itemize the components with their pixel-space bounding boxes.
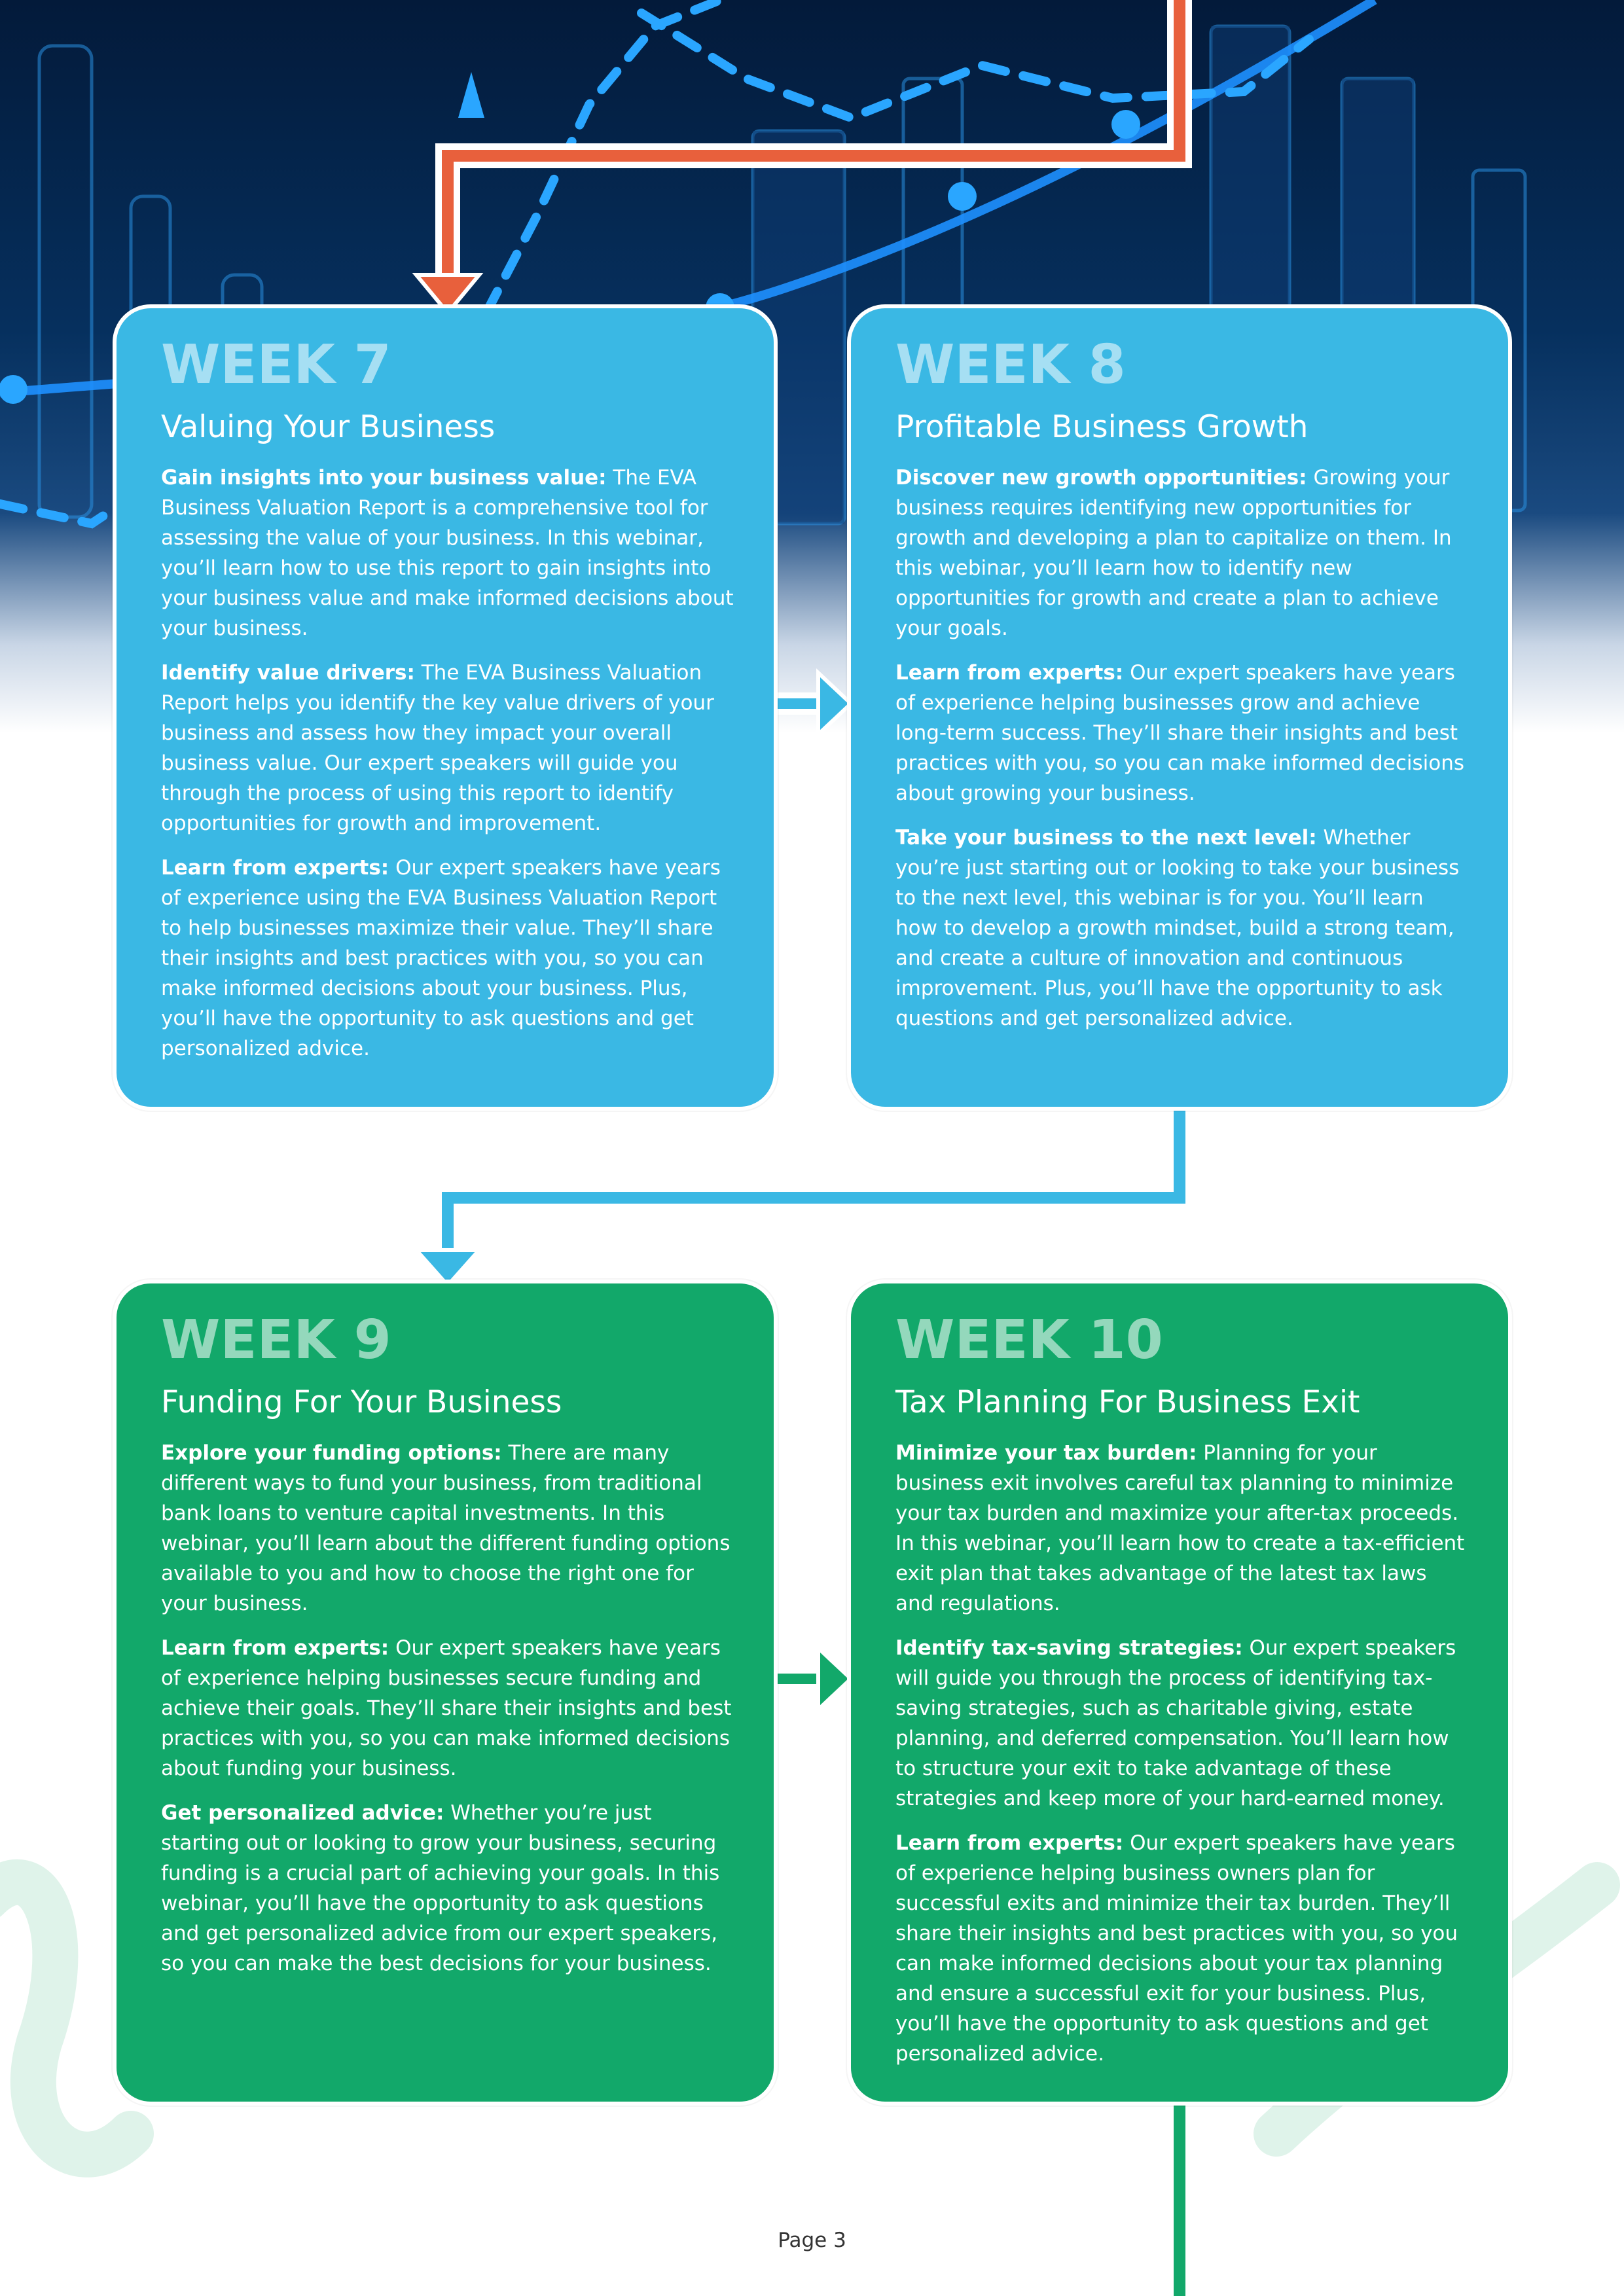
paragraph-text: There are many different ways to fund your business, from traditional bank loans to venture capital investments. In this webinar, you’ll learn about the different funding options available to you and how to choose the right one for your business. xyxy=(161,1441,731,1615)
paragraph-text: Planning for your business exit involves careful tax planning to minimize your tax burden and maximize your after-tax proceeds. In this webinar, you’ll learn how to create a tax-efficient exit plan that takes advantage of the latest tax laws and regulations. xyxy=(895,1441,1465,1615)
card-paragraph xyxy=(161,1633,734,1784)
week-number: WEEK 8 xyxy=(895,334,1126,396)
card-paragraph xyxy=(895,463,1469,643)
paragraph-lead: Explore your funding options: xyxy=(161,1441,502,1465)
paragraph-lead: Identify tax-saving strategies: xyxy=(895,1636,1243,1660)
week-10-card xyxy=(847,1280,1512,2106)
card-title: Profitable Business Growth xyxy=(895,409,1308,445)
week-number: WEEK 7 xyxy=(161,334,391,396)
paragraph-text: Our expert speakers have years of experience helping businesses secure funding and achieve their goals. They’ll share their insights and best practices with you, so you can make informed decisions about funding your business. xyxy=(161,1636,732,1780)
week-number: WEEK 9 xyxy=(161,1309,391,1371)
paragraph-text: Our expert speakers have years of experience helping businesses grow and achieve long-term success. They’ll share their insights and best practices with you, so you can make informed decisions about growing your business. xyxy=(895,660,1465,805)
paragraph-lead: Learn from experts: xyxy=(895,660,1124,685)
card-paragraph xyxy=(161,658,734,838)
week-7-card xyxy=(113,304,778,1111)
card-paragraph xyxy=(895,658,1469,808)
paragraph-lead: Learn from experts: xyxy=(161,855,389,880)
card-title: Funding For Your Business xyxy=(161,1384,562,1420)
paragraph-lead: Discover new growth opportunities: xyxy=(895,465,1307,490)
paragraph-text: The EVA Business Valuation Report is a comprehensive tool for assessing the value of your business. In this webinar, you’ll learn how to use this report to gain insights into your business value and make informed decisions about your business. xyxy=(161,465,734,640)
paragraph-lead: Gain insights into your business value: xyxy=(161,465,607,490)
card-paragraph xyxy=(161,853,734,1064)
page-number: Page 3 xyxy=(778,2229,846,2252)
paragraph-lead: Get personalized advice: xyxy=(161,1801,444,1825)
right-arrow-icon xyxy=(818,673,851,734)
card-paragraph xyxy=(161,1438,734,1619)
card-paragraph xyxy=(161,463,734,643)
card-title: Valuing Your Business xyxy=(161,409,496,445)
paragraph-lead: Take your business to the next level: xyxy=(895,825,1317,850)
paragraph-text: The EVA Business Valuation Report helps you identify the key value drivers of your business and assess how they impact your overall business value. Our expert speakers will guide you through the process of using this report to identify opportunities for growth and improvement. xyxy=(161,660,714,835)
week-number: WEEK 10 xyxy=(895,1309,1163,1371)
right-arrow-icon xyxy=(818,1648,851,1710)
card-title: Tax Planning For Business Exit xyxy=(895,1384,1360,1420)
card-paragraph xyxy=(895,1828,1469,2069)
card-paragraph xyxy=(895,823,1469,1033)
paragraph-lead: Learn from experts: xyxy=(895,1831,1124,1855)
paragraph-text: Our expert speakers have years of experience using the EVA Business Valuation Report to help businesses maximize their value. They’ll share their insights and best practices with you, so you can make informed decisions about your business. Plus, you’ll have the opportunity to ask questions and get personalized advice. xyxy=(161,855,721,1060)
card-paragraph xyxy=(895,1633,1469,1814)
paragraph-text: Our expert speakers have years of experience helping business owners plan for successful exits and minimize their tax burden. They’ll share their insights and best practices with you, so you can make informed decisions about your tax planning and ensure a successful exit for your business. Plus, you’ll have the opportunity to ask questions and get personalized advice. xyxy=(895,1831,1458,2066)
week-8-card xyxy=(847,304,1512,1111)
paragraph-text: Growing your business requires identifying new opportunities for growth and developing a plan to capitalize on them. In this webinar, you’ll learn how to identify new opportunities for growth and create a plan to achieve your goals. xyxy=(895,465,1452,640)
card-paragraph xyxy=(161,1798,734,1979)
paragraph-lead: Learn from experts: xyxy=(161,1636,389,1660)
paragraph-text: Whether you’re just starting out or looking to take your business to the next level, this webinar is for you. You’ll learn how to develop a growth mindset, build a strong team, and create a culture of innovation and continuous improvement. Plus, you’ll have the opportunity to ask questions and get personalized advice. xyxy=(895,825,1460,1030)
card-paragraph xyxy=(895,1438,1469,1619)
paragraph-lead: Identify value drivers: xyxy=(161,660,415,685)
week-9-card xyxy=(113,1280,778,2106)
paragraph-text: Our expert speakers will guide you through the process of identifying tax-saving strategies, such as charitable giving, estate planning, and deferred compensation. You’ll learn how to structure your exit to take advantage of these strategies and keep more of your hard-earned money. xyxy=(895,1636,1456,1810)
paragraph-text: Whether you’re just starting out or looking to grow your business, securing funding is a crucial part of achieving your goals. In this webinar, you’ll have the opportunity to ask questions and get personalized advice from our expert speakers, so you can make the best decisions for your business. xyxy=(161,1801,720,1975)
paragraph-lead: Minimize your tax burden: xyxy=(895,1441,1197,1465)
